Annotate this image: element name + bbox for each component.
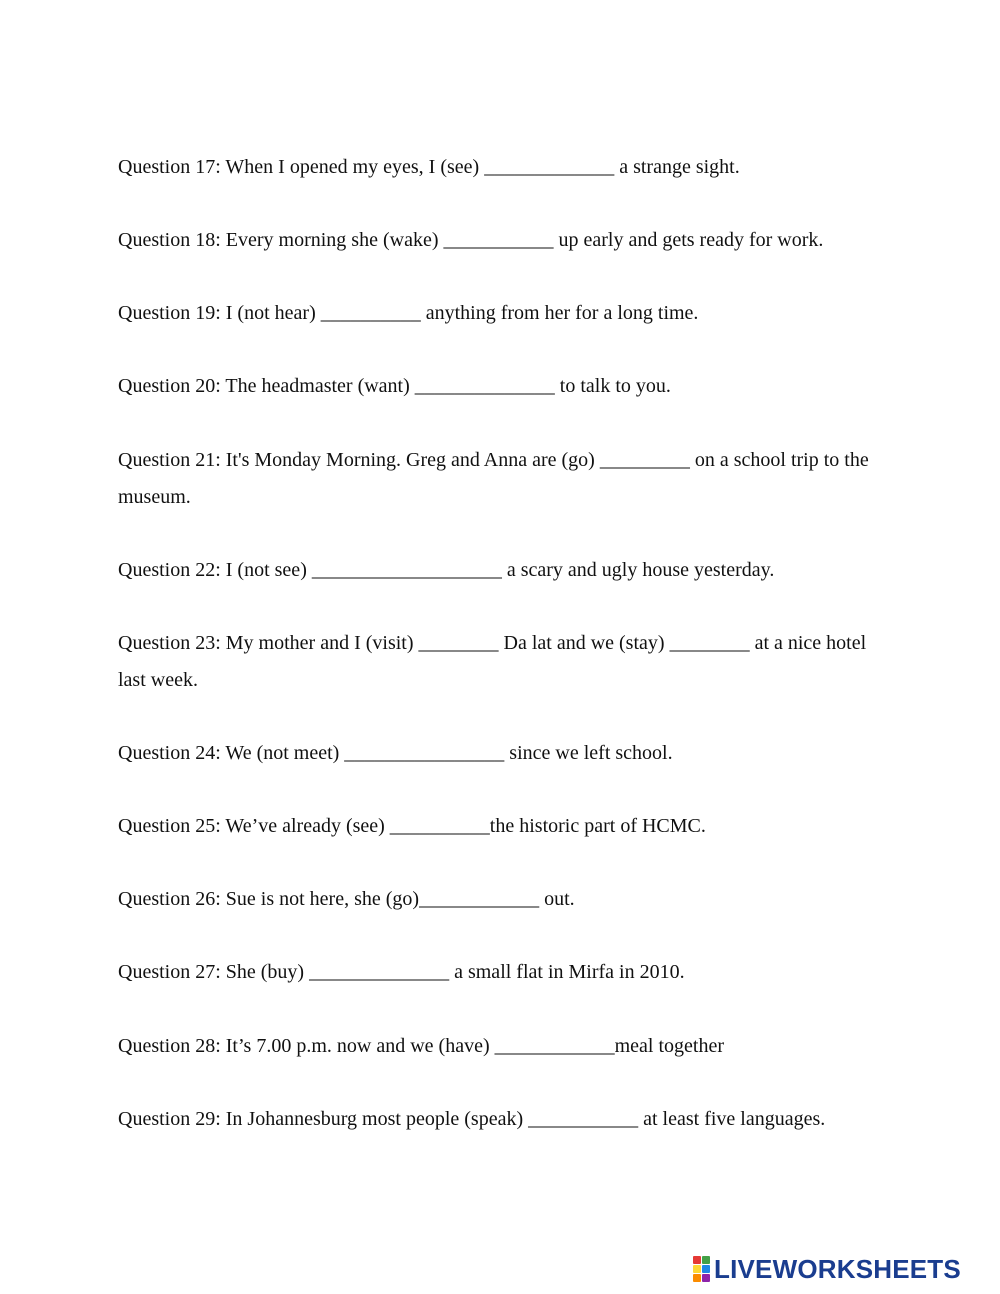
question-26: Question 26: Sue is not here, she (go)____________ out. [118,888,575,910]
logo-tile [702,1265,710,1273]
question-29: Question 29: In Johannesburg most people (speak) ___________ at least five languages. [118,1108,826,1130]
question-27: Question 27: She (buy) ______________ a small flat in Mirfa in 2010. [118,961,685,983]
liveworksheets-logo-icon [693,1256,711,1282]
question-23: Question 23: My mother and I (visit) ________ Da lat and we (stay) ________ at a nice hotel last week. [118,632,872,691]
question-19: Question 19: I (not hear) __________ anything from her for a long time. [118,302,699,324]
question-28: Question 28: It’s 7.00 p.m. now and we (have) ____________meal together [118,1035,724,1057]
logo-tile [693,1274,701,1282]
logo-tile [693,1256,701,1264]
question-21: Question 21: It's Monday Morning. Greg and Anna are (go) _________ on a school trip to the museum. [118,449,874,508]
question-22: Question 22: I (not see) ___________________ a scary and ugly house yesterday. [118,559,775,581]
logo-tile [702,1256,710,1264]
question-17: Question 17: When I opened my eyes, I (see) _____________ a strange sight. [118,156,740,178]
question-18: Question 18: Every morning she (wake) ___________ up early and gets ready for work. [118,229,824,251]
liveworksheets-logo [693,1255,961,1283]
question-20: Question 20: The headmaster (want) ______________ to talk to you. [118,375,671,397]
logo-tile [702,1274,710,1282]
question-24: Question 24: We (not meet) ________________ since we left school. [118,742,673,764]
logo-text: LIVEWORKSHEETS [714,1254,961,1284]
logo-tile [693,1265,701,1273]
question-25: Question 25: We’ve already (see) __________the historic part of HCMC. [118,815,706,837]
